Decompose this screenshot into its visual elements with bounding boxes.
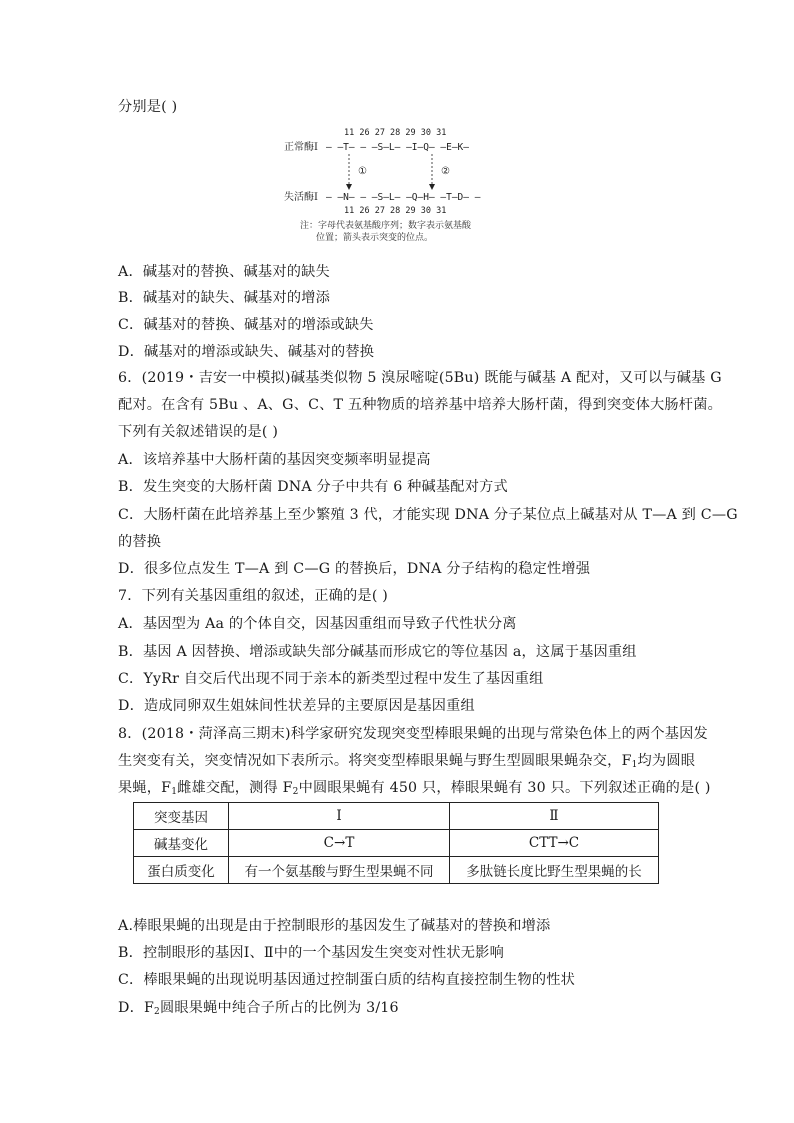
table-cell: 碱基变化 xyxy=(134,830,229,857)
q8-option-a: A.棒眼果蝇的出现是由于控制眼形的基因发生了碱基对的替换和增添 xyxy=(118,918,551,934)
figure-bottom-positions: 11 26 27 28 29 30 31 xyxy=(344,206,447,216)
table-cell: C→T xyxy=(229,830,450,857)
q6-option-c-line1: C．大肠杆菌在此培养基上至少繁殖 3 代，才能实现 DNA 分子某位点上碱基对从 T—A 到 C—G xyxy=(118,507,738,523)
q8-option-c: C．棒眼果蝇的出现说明基因通过控制蛋白质的结构直接控制生物的性状 xyxy=(118,972,576,988)
q7-option-b: B．基因 A 因替换、增添或缺失部分碱基而形成它的等位基因 a，这属于基因重组 xyxy=(118,644,637,660)
q7-option-a: A．基因型为 Aa 的个体自交，因基因重组而导致子代性状分离 xyxy=(118,616,517,632)
q6-option-a: A．该培养基中大肠杆菌的基因突变频率明显提高 xyxy=(118,452,431,468)
figure-top-positions: 11 26 27 28 29 30 31 xyxy=(344,128,447,138)
figure-normal-sequence: — —T— — —S—L— —I—Q— —E—K— xyxy=(326,142,469,153)
q7-option-c: C．YyRr 自交后代出现不同于亲本的新类型过程中发生了基因重组 xyxy=(118,671,544,687)
q8-stem-line3-c: 中圆眼果蝇有 450 只，棒眼果蝇有 30 只。下列叙述正确的是( ) xyxy=(298,780,711,796)
figure-note-line1: 注：字母代表氨基酸序列；数字表示氨基酸 xyxy=(300,221,472,231)
q6-option-d: D．很多位点发生 T—A 到 C—G 的替换后，DNA 分子结构的稳定性增强 xyxy=(118,561,591,577)
q7-option-d: D．造成同卵双生姐妹间性状差异的主要原因是基因重组 xyxy=(118,698,475,714)
figure-marker-1: ① xyxy=(358,166,367,177)
figure-mutant-sequence: — —N— — —S—L— —Q—H— —T—D— — xyxy=(326,192,481,203)
q5-option-d: D．碱基对的增添或缺失、碱基对的替换 xyxy=(118,344,375,360)
q5-stem-tail: 分别是( ) xyxy=(118,99,178,115)
table-row xyxy=(134,857,659,884)
q6-stem-line2: 配对。在含有 5Bu 、A、G、C、T 五种物质的培养基中培养大肠杆菌，得到突变体大肠杆菌。 xyxy=(118,397,722,413)
q5-option-c: C．碱基对的替换、碱基对的增添或缺失 xyxy=(118,317,374,333)
table-cell: Ⅱ xyxy=(450,803,659,830)
q8-stem-line1: 8．(2018・菏泽高三期末)科学家研究发现突变型棒眼果蝇的出现与常染色体上的两个基因发 xyxy=(118,726,708,742)
table-cell: 突变基因 xyxy=(134,803,229,830)
q8-option-d-b: 圆眼果蝇中纯合子所占的比例为 3/16 xyxy=(159,1000,399,1016)
enzyme-mutation-diagram xyxy=(282,124,512,242)
figure-note-line2: 位置；箭头表示突变的位点。 xyxy=(316,233,434,242)
q8-stem-line2-text: 生突变有关，突变情况如下表所示。将突变型棒眼果蝇与野生型圆眼果蝇杂交，F xyxy=(118,753,632,769)
q5-option-a: A．碱基对的替换、碱基对的缺失 xyxy=(118,264,330,280)
table-cell: 蛋白质变化 xyxy=(134,857,229,884)
table-row xyxy=(134,830,659,857)
q6-stem-line1: 6．(2019・吉安一中模拟)碱基类似物 5 溴尿嘧啶(5Bu) 既能与碱基 A 配对，又可以与碱基 G xyxy=(118,370,722,386)
enzyme-mutation-figure xyxy=(282,124,512,242)
q8-stem-line3-a: 果蝇，F xyxy=(118,780,172,796)
table-cell: 多肽链长度比野生型果蝇的长 xyxy=(450,857,659,884)
table-cell: Ⅰ xyxy=(229,803,450,830)
q8-stem-line3-b: 雌雄交配，测得 F xyxy=(177,780,293,796)
q8-option-d-sub: 2 xyxy=(154,1007,160,1017)
figure-normal-label: 正常酶Ⅰ xyxy=(284,142,318,153)
q8-option-d-a: D．F xyxy=(118,1000,155,1016)
mutation-arrowhead-2 xyxy=(429,184,435,190)
q8-option-d xyxy=(118,997,399,1017)
mutation-table xyxy=(133,802,659,884)
q8-stem-line3-sub1: 1 xyxy=(171,787,178,797)
q5-option-b: B．碱基对的缺失、碱基对的增添 xyxy=(118,290,331,306)
q8-option-b: B．控制眼形的基因Ⅰ、Ⅱ中的一个基因发生突变对性状无影响 xyxy=(118,945,504,961)
q8-stem-line3 xyxy=(118,777,711,797)
q7-stem: 7．下列有关基因重组的叙述，正确的是( ) xyxy=(118,588,388,604)
mutation-arrowhead-1 xyxy=(346,184,352,190)
q6-option-c-line2: 的替换 xyxy=(118,534,162,550)
figure-marker-2: ② xyxy=(441,166,450,177)
table-cell: CTT→C xyxy=(450,830,659,857)
q6-stem-line3: 下列有关叙述错误的是( ) xyxy=(118,424,279,440)
q6-option-b: B．发生突变的大肠杆菌 DNA 分子中共有 6 种碱基配对方式 xyxy=(118,479,508,495)
table-cell: 有一个氨基酸与野生型果蝇不同 xyxy=(229,857,450,884)
q8-stem-line2 xyxy=(118,750,695,770)
q8-stem-line2-sub: 1 xyxy=(631,760,638,770)
q8-stem-line3-sub2: 2 xyxy=(292,787,299,797)
q8-stem-line2-tail: 均为圆眼 xyxy=(637,753,696,769)
table-row xyxy=(134,803,659,830)
figure-mutant-label: 失活酶Ⅰ xyxy=(284,192,318,203)
